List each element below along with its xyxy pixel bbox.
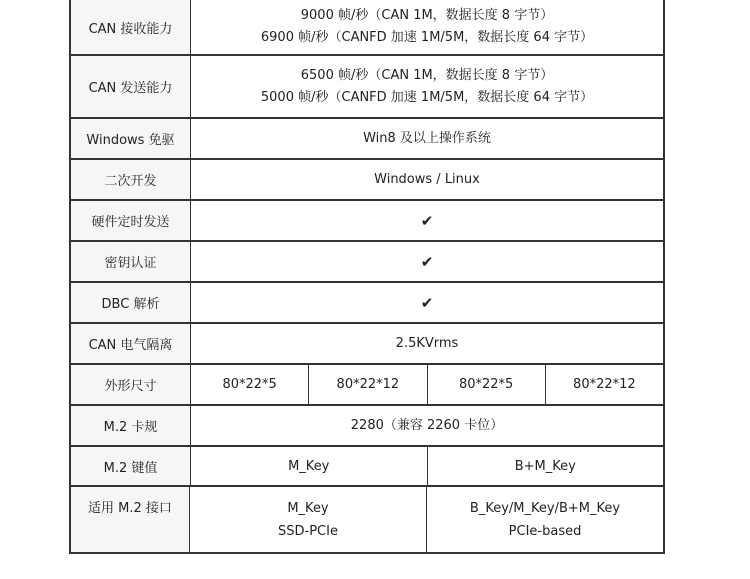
- row-label: 密钥认证: [71, 242, 191, 281]
- key-cell: M_Key: [191, 447, 428, 485]
- row-label: 适用 M.2 接口: [71, 487, 190, 552]
- row-driver: [69, 119, 665, 160]
- value-line: 6900 帧/秒（CANFD 加速 1M/5M，数据长度 64 字节）: [260, 30, 594, 45]
- key-cell: B+M_Key: [514, 458, 576, 474]
- row-hw-tx: [69, 201, 665, 242]
- row-label: DBC 解析: [71, 283, 191, 322]
- row-value: [191, 56, 663, 117]
- row-m2-port: [69, 487, 665, 554]
- row-value: [191, 0, 663, 54]
- row-value: 2280（兼容 2260 卡位）: [350, 417, 504, 433]
- size-cell: 80*22*5: [191, 365, 309, 404]
- row-label: CAN 接收能力: [71, 0, 191, 54]
- row-value: Windows / Linux: [374, 171, 480, 187]
- row-values: [191, 365, 663, 404]
- row-isolation: [69, 324, 665, 365]
- row-can-tx: [69, 56, 665, 119]
- row-label: M.2 键值: [71, 447, 191, 485]
- size-cell: 80*22*12: [573, 377, 636, 392]
- row-label: Windows 免驱: [71, 119, 191, 158]
- row-values: [191, 447, 663, 485]
- row-values: [190, 487, 663, 552]
- row-label: CAN 发送能力: [71, 56, 191, 117]
- port-type: PCIe-based: [508, 523, 582, 539]
- port-key: B_Key/M_Key/B+M_Key: [469, 500, 621, 516]
- check-icon: ✔: [420, 211, 434, 230]
- row-m2-spec: [69, 406, 665, 447]
- value-line: 6500 帧/秒（CAN 1M，数据长度 8 字节）: [300, 67, 554, 83]
- port-cell-right: [427, 487, 663, 552]
- row-m2-key: [69, 447, 665, 487]
- port-key: M_Key: [287, 500, 329, 516]
- port-type: SSD-PCIe: [278, 523, 338, 539]
- row-dbc: [69, 283, 665, 324]
- row-key-auth: [69, 242, 665, 283]
- row-can-rx: [69, 0, 665, 56]
- row-label: 外形尺寸: [71, 365, 191, 404]
- row-label: 硬件定时发送: [71, 201, 191, 240]
- row-value: 2.5KVrms: [395, 335, 459, 351]
- row-dev: [69, 160, 665, 201]
- row-size: [69, 365, 665, 406]
- size-cell: 80*22*12: [309, 365, 427, 404]
- spec-table: [69, 0, 665, 554]
- value-line: 9000 帧/秒（CAN 1M，数据长度 8 字节）: [300, 8, 554, 23]
- row-label: CAN 电气隔离: [71, 324, 191, 363]
- row-value: Win8 及以上操作系统: [363, 130, 491, 146]
- check-icon: ✔: [420, 252, 434, 271]
- row-label: 二次开发: [71, 160, 191, 199]
- value-line: 5000 帧/秒（CANFD 加速 1M/5M，数据长度 64 字节）: [260, 89, 594, 105]
- port-cell-left: [190, 487, 427, 552]
- check-icon: ✔: [420, 293, 434, 312]
- row-label: M.2 卡规: [71, 406, 191, 445]
- size-cell: 80*22*5: [428, 365, 546, 404]
